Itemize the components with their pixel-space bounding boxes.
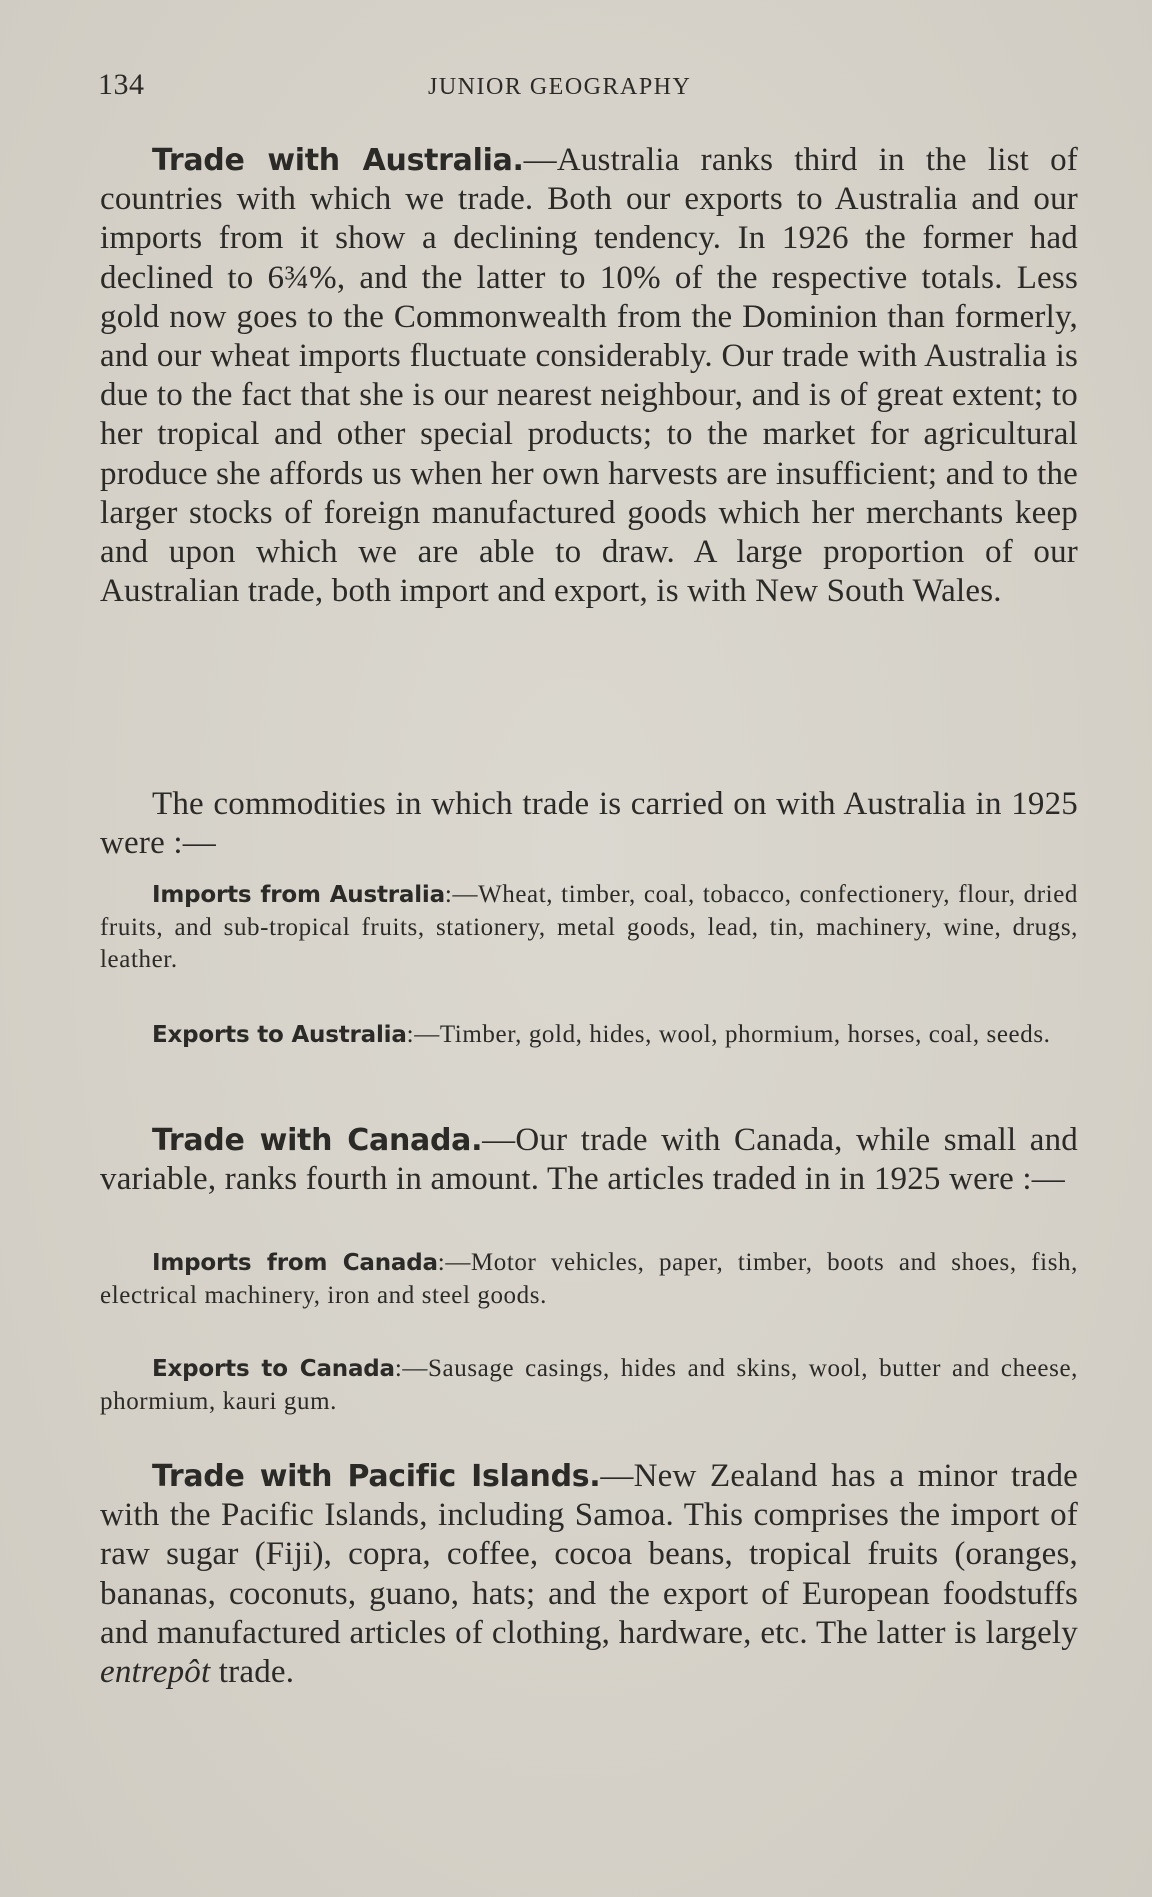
canada-exports-label: Exports to Canada [152,1356,395,1382]
australia-paragraph: —Australia ranks third in the list of countries with which we trade. Both our exports to Australia and our imports from it show a declining tendency. In 1926 the former had declined to 6¾%, and the latter to 10% of the respective totals. Less gold now goes to the Commonwealth from the Dominion than formerly, and our wheat imports fluctuate considerably. Our trade with Australia is due to the fact that she is our nearest neighbour, and is of great extent; to her tropical and other special products; to the market for agricultural produce she affords us when her own harvests are insufficient; and to the larger stocks of foreign manufactured goods which her merchants keep and upon which we are able to draw. A large proportion of our Australian trade, both import and export, is with New South Wales. [100,142,1078,610]
australia-imports [100,879,1078,977]
australia-exports-label: Exports to Australia [152,1022,407,1048]
canada-exports [100,1353,1078,1418]
entrepot-term: entrepôt [100,1654,211,1691]
page-number: 134 [98,68,145,101]
canada-imports-text: :—Motor vehicles, paper, timber, boots and shoes, fish, electrical machinery, iron and steel goods. [100,1249,1078,1309]
pacific-section [100,1457,1078,1692]
page-header [98,68,1078,104]
canada-imports [100,1247,1078,1312]
canada-imports-label: Imports from Canada [152,1250,438,1276]
canada-exports-text: :—Sausage casings, hides and skins, wool, butter and cheese, phormium, kauri gum. [100,1355,1078,1415]
australia-exports [100,1019,1078,1052]
pacific-paragraph-end: trade. [210,1654,295,1691]
running-title: JUNIOR GEOGRAPHY [428,74,692,100]
australia-section [100,141,1078,611]
pacific-heading: Trade with Pacific Islands. [152,1459,601,1494]
pacific-paragraph: —New Zealand has a minor trade with the Pacific Islands, including Samoa. This comprises the import of raw sugar (Fiji), copra, coffee, cocoa beans, tropical fruits (oranges, bananas, coconuts, guano, hats; and the export of European foodstuffs and manufactured articles of clothing, hardware, etc. The latter is largely [100,1458,1078,1651]
australia-imports-text: :—Wheat, timber, coal, tobacco, confectionery, flour, dried fruits, and sub-tropical fruits, stationery, metal goods, lead, tin, machinery, wine, drugs, leather. [100,881,1078,974]
canada-heading: Trade with Canada. [152,1123,483,1158]
canada-section [100,1121,1078,1199]
australia-exports-text: :—Timber, gold, hides, wool, phormium, horses, coal, seeds. [406,1021,1051,1048]
australia-imports-label: Imports from Australia [152,882,445,908]
australia-commodities-intro: The commodities in which trade is carried on with Australia in 1925 were :— [100,786,1078,862]
canada-paragraph: —Our trade with Canada, while small and variable, ranks fourth in amount. The articles traded in in 1925 were :— [100,1122,1078,1198]
australia-heading: Trade with Australia. [152,143,524,178]
